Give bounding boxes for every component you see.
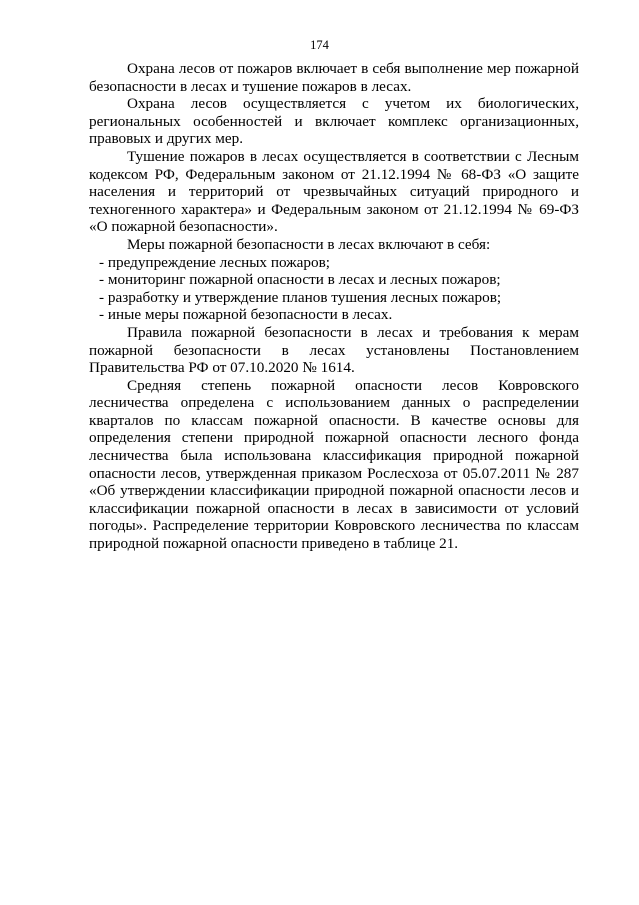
paragraph-fire-suppression-law: Тушение пожаров в лесах осуществляется в соответствии с Лесным кодексом РФ, Федеральным законом от 21.12.1994 № 68-ФЗ «О защите населения и территорий от чрезвычайных ситуаций природного и техногенного характера» и Федеральным законом от 21.12.1994 № 69-ФЗ «О пожарной безопасности». [89,147,579,236]
paragraph-fire-danger-classification: Средняя степень пожарной опасности лесов Ковровского лесничества определена с использованием данных о распределении кварталов по классам пожарной опасности. В качестве основы для определения степени природной пожарной опасности лесного фонда лесничества была использована классификация природной пожарной опасности лесов, утвержденная приказом Рослесхоза от 05.07.2011 № 287 «Об утверждении классификации природной пожарной опасности лесов и классификации пожарной опасности в лесах в зависимости от условий погоды». Распределение территории Ковровского лесничества по классам природной пожарной опасности приведено в таблице 21. [89,376,579,553]
paragraph-fire-safety-rules: Правила пожарной безопасности в лесах и требования к мерам пожарной безопасности в лесах установлены Постановлением Правительства РФ от 07.10.2020 № 1614. [89,323,579,377]
page-number: 174 [310,38,329,52]
list-item: - разработку и утверждение планов тушения лесных пожаров; [99,288,502,306]
list-item: - иные меры пожарной безопасности в лесах. [99,306,393,324]
paragraph-safety-measures-intro: Меры пожарной безопасности в лесах включают в себя: [127,235,491,253]
document-body [89,60,579,553]
list-item: - предупреждение лесных пожаров; [99,253,330,271]
paragraph-forest-protection: Охрана лесов от пожаров включает в себя выполнение мер пожарной безопасности в лесах и тушение пожаров в лесах. [89,60,579,95]
paragraph-protection-measures: Охрана лесов осуществляется с учетом их биологических, региональных особенностей и включает комплекс организационных, правовых и других мер. [89,95,579,148]
list-item: - мониторинг пожарной опасности в лесах и лесных пожаров; [99,271,501,289]
